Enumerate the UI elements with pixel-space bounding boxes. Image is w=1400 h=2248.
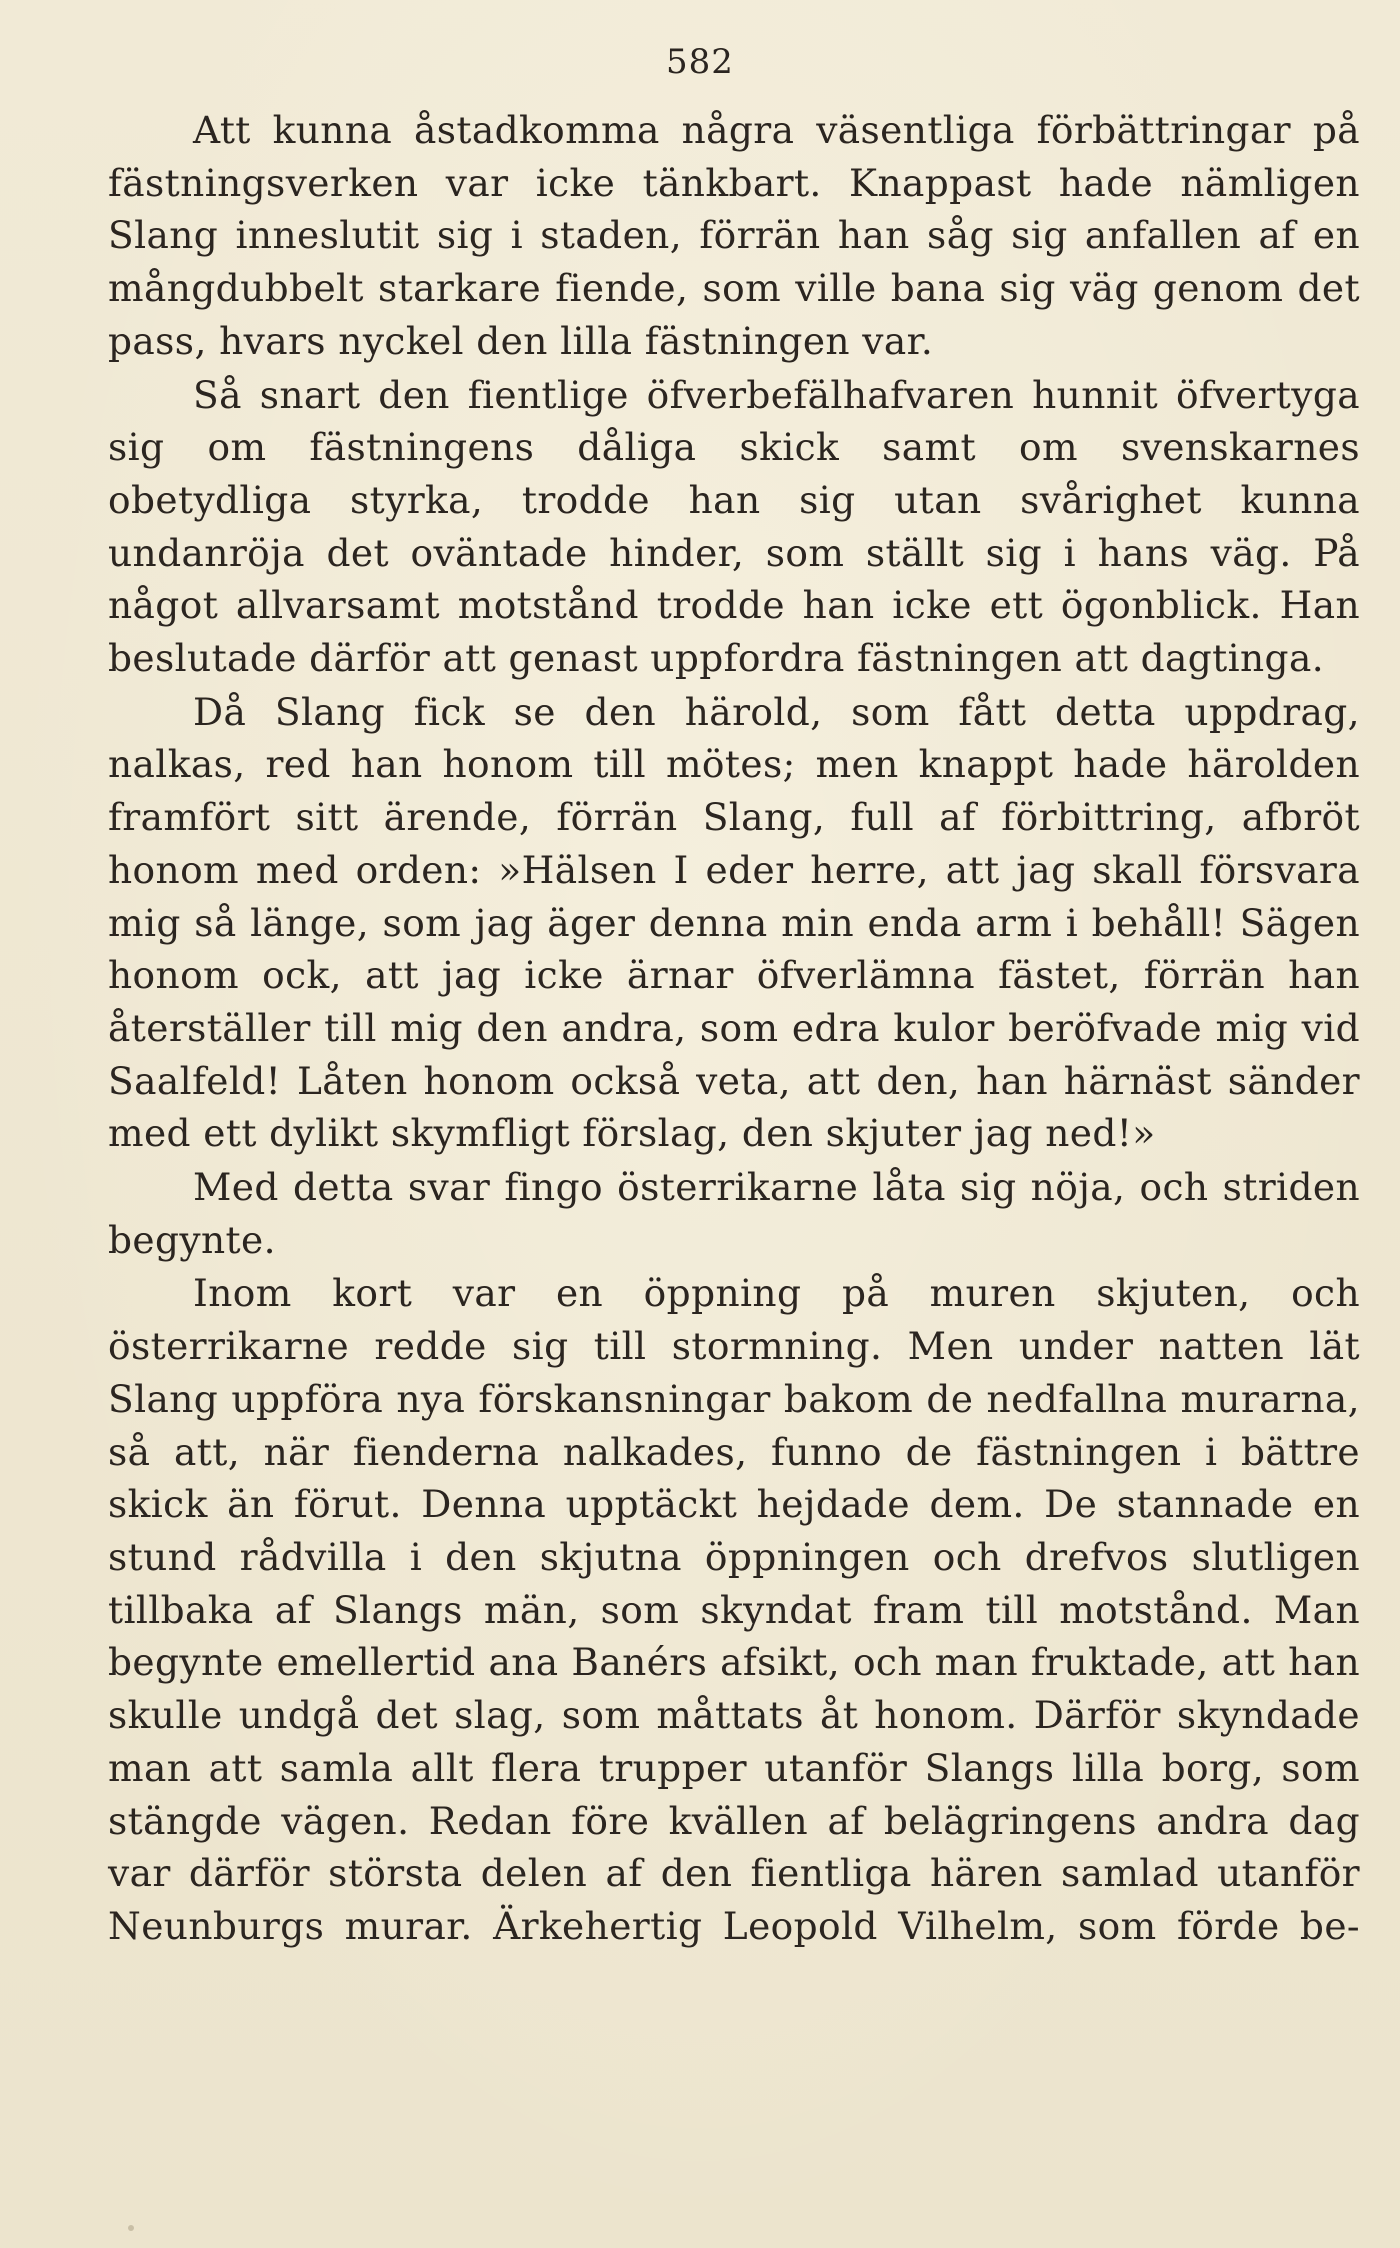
- paragraph-4: Med detta svar fingo österrikarne låta sig nöja, och striden begynte.: [108, 1165, 1360, 1262]
- paragraph-3: Då Slang fick se den härold, som fått detta uppdrag, nalkas, red han honom till mötes; men knappt hade härolden framfört sitt ärende, förrän Slang, full af förbittring, afbröt honom med orden: »Hälsen I eder herre, att jag skall försvara mig så länge, som jag äger denna min enda arm i behåll! Sägen honom ock, att jag icke ärnar öfverlämna fästet, förrän han återställer till mig den andra, som edra kulor beröfvade mig vid Saalfeld! Låten honom också veta, att den, han härnäst sänder med ett dylikt skymfligt förslag, den skjuter jag ned!»: [108, 689, 1360, 1156]
- paragraph-5: Inom kort var en öppning på muren skjuten, och österrikarne redde sig till stormning. Men under natten lät Slang uppföra nya förskansningar bakom de nedfallna murarna, så att, när fienderna nalkades, funno de fästningen i bättre skick än förut. Denna upptäckt hejdade dem. De stannade en stund rådvilla i den skjutna öppningen och drefvos slutligen tillbaka af Slangs män, som skyndat fram till motstånd. Man begynte emellertid ana Banérs afsikt, och man fruktade, att han skulle undgå det slag, som måttats åt honom. Därför skyndade man att samla allt flera trupper utanför Slangs lilla borg, som stängde vägen. Redan före kvällen af belägringens andra dag var därför största delen af den fientliga hären samlad utanför Neunburgs murar. Ärkehertig Leopold Vilhelm, som förde be-: [108, 1271, 1360, 1948]
- page-number: 582: [666, 42, 734, 82]
- paper-speck: [128, 2225, 134, 2231]
- body-text: [108, 104, 1360, 1953]
- paragraph-1: Att kunna åstadkomma några väsentliga förbättringar på fästningsverken var icke tänkbart. Knappast hade nämligen Slang inneslutit sig i staden, förrän han såg sig anfallen af en mångdubbelt starkare fiende, som ville bana sig väg genom det pass, hvars nyckel den lilla fästningen var.: [108, 108, 1360, 363]
- paragraph-2: Så snart den fientlige öfverbefälhafvaren hunnit öfvertyga sig om fästningens dåliga skick samt om svenskarnes obetydliga styrka, trodde han sig utan svårighet kunna undanröja det oväntade hinder, som ställt sig i hans väg. På något allvarsamt motstånd trodde han icke ett ögonblick. Han beslutade därför att genast uppfordra fästningen att dagtinga.: [108, 372, 1360, 681]
